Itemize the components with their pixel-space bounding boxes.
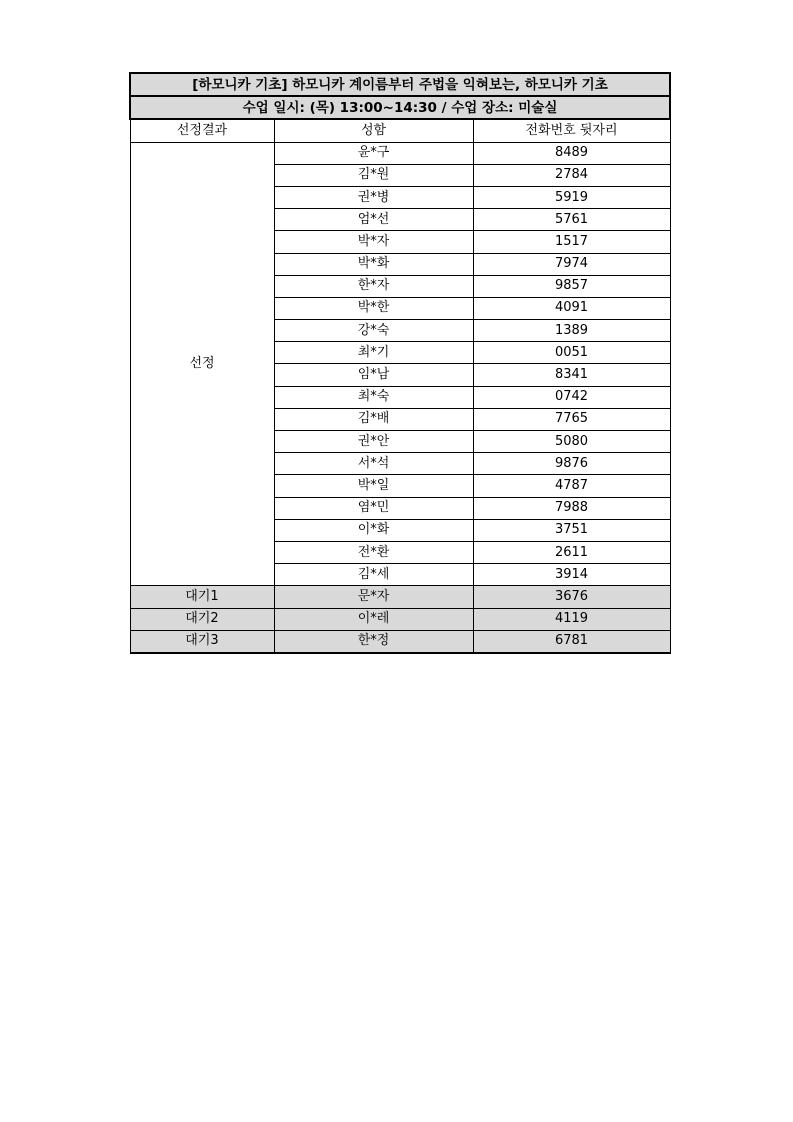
phone-last-digits: 3914 <box>473 564 670 586</box>
waitlist-label: 대기2 <box>130 608 274 630</box>
phone-last-digits: 5919 <box>473 186 670 208</box>
selection-results-table <box>129 72 671 654</box>
phone-last-digits: 2611 <box>473 541 670 563</box>
participant-name: 이*화 <box>274 519 473 541</box>
phone-last-digits: 4091 <box>473 297 670 319</box>
waitlist-row <box>130 630 670 653</box>
participant-name: 윤*구 <box>274 142 473 164</box>
phone-last-digits: 0742 <box>473 386 670 408</box>
participant-name: 권*안 <box>274 431 473 453</box>
phone-last-digits: 2784 <box>473 164 670 186</box>
waitlist-label: 대기1 <box>130 586 274 608</box>
phone-last-digits: 8341 <box>473 364 670 386</box>
participant-name: 이*레 <box>274 608 473 630</box>
table-row <box>130 142 670 164</box>
phone-last-digits: 3751 <box>473 519 670 541</box>
phone-last-digits: 1517 <box>473 231 670 253</box>
participant-name: 한*정 <box>274 630 473 653</box>
phone-last-digits: 5080 <box>473 431 670 453</box>
header-result: 선정결과 <box>130 119 274 142</box>
participant-name: 서*석 <box>274 453 473 475</box>
phone-last-digits: 8489 <box>473 142 670 164</box>
participant-name: 강*숙 <box>274 320 473 342</box>
phone-last-digits: 4119 <box>473 608 670 630</box>
info-row <box>130 96 670 119</box>
class-schedule-location: 수업 일시: (목) 13:00~14:30 / 수업 장소: 미술실 <box>130 96 670 119</box>
waitlist-row <box>130 586 670 608</box>
phone-last-digits: 6781 <box>473 630 670 653</box>
participant-name: 임*남 <box>274 364 473 386</box>
participant-name: 최*숙 <box>274 386 473 408</box>
participant-name: 박*한 <box>274 297 473 319</box>
column-header-row <box>130 119 670 142</box>
phone-last-digits: 1389 <box>473 320 670 342</box>
header-phone: 전화번호 뒷자리 <box>473 119 670 142</box>
participant-name: 문*자 <box>274 586 473 608</box>
phone-last-digits: 9857 <box>473 275 670 297</box>
participant-name: 최*기 <box>274 342 473 364</box>
header-name: 성함 <box>274 119 473 142</box>
participant-name: 김*원 <box>274 164 473 186</box>
title-row <box>130 73 670 96</box>
participant-name: 엄*선 <box>274 209 473 231</box>
participant-name: 박*일 <box>274 475 473 497</box>
phone-last-digits: 0051 <box>473 342 670 364</box>
waitlist-row <box>130 608 670 630</box>
phone-last-digits: 7988 <box>473 497 670 519</box>
phone-last-digits: 4787 <box>473 475 670 497</box>
selected-result-label: 선정 <box>130 142 274 586</box>
participant-name: 권*병 <box>274 186 473 208</box>
phone-last-digits: 7974 <box>473 253 670 275</box>
phone-last-digits: 5761 <box>473 209 670 231</box>
participant-name: 전*환 <box>274 541 473 563</box>
participant-name: 염*민 <box>274 497 473 519</box>
participant-name: 박*화 <box>274 253 473 275</box>
participant-name: 한*자 <box>274 275 473 297</box>
participant-name: 김*배 <box>274 408 473 430</box>
phone-last-digits: 7765 <box>473 408 670 430</box>
participant-name: 박*자 <box>274 231 473 253</box>
participant-name: 김*세 <box>274 564 473 586</box>
phone-last-digits: 3676 <box>473 586 670 608</box>
phone-last-digits: 9876 <box>473 453 670 475</box>
waitlist-label: 대기3 <box>130 630 274 653</box>
class-title: [하모니카 기초] 하모니카 계이름부터 주법을 익혀보는, 하모니카 기초 <box>130 73 670 96</box>
